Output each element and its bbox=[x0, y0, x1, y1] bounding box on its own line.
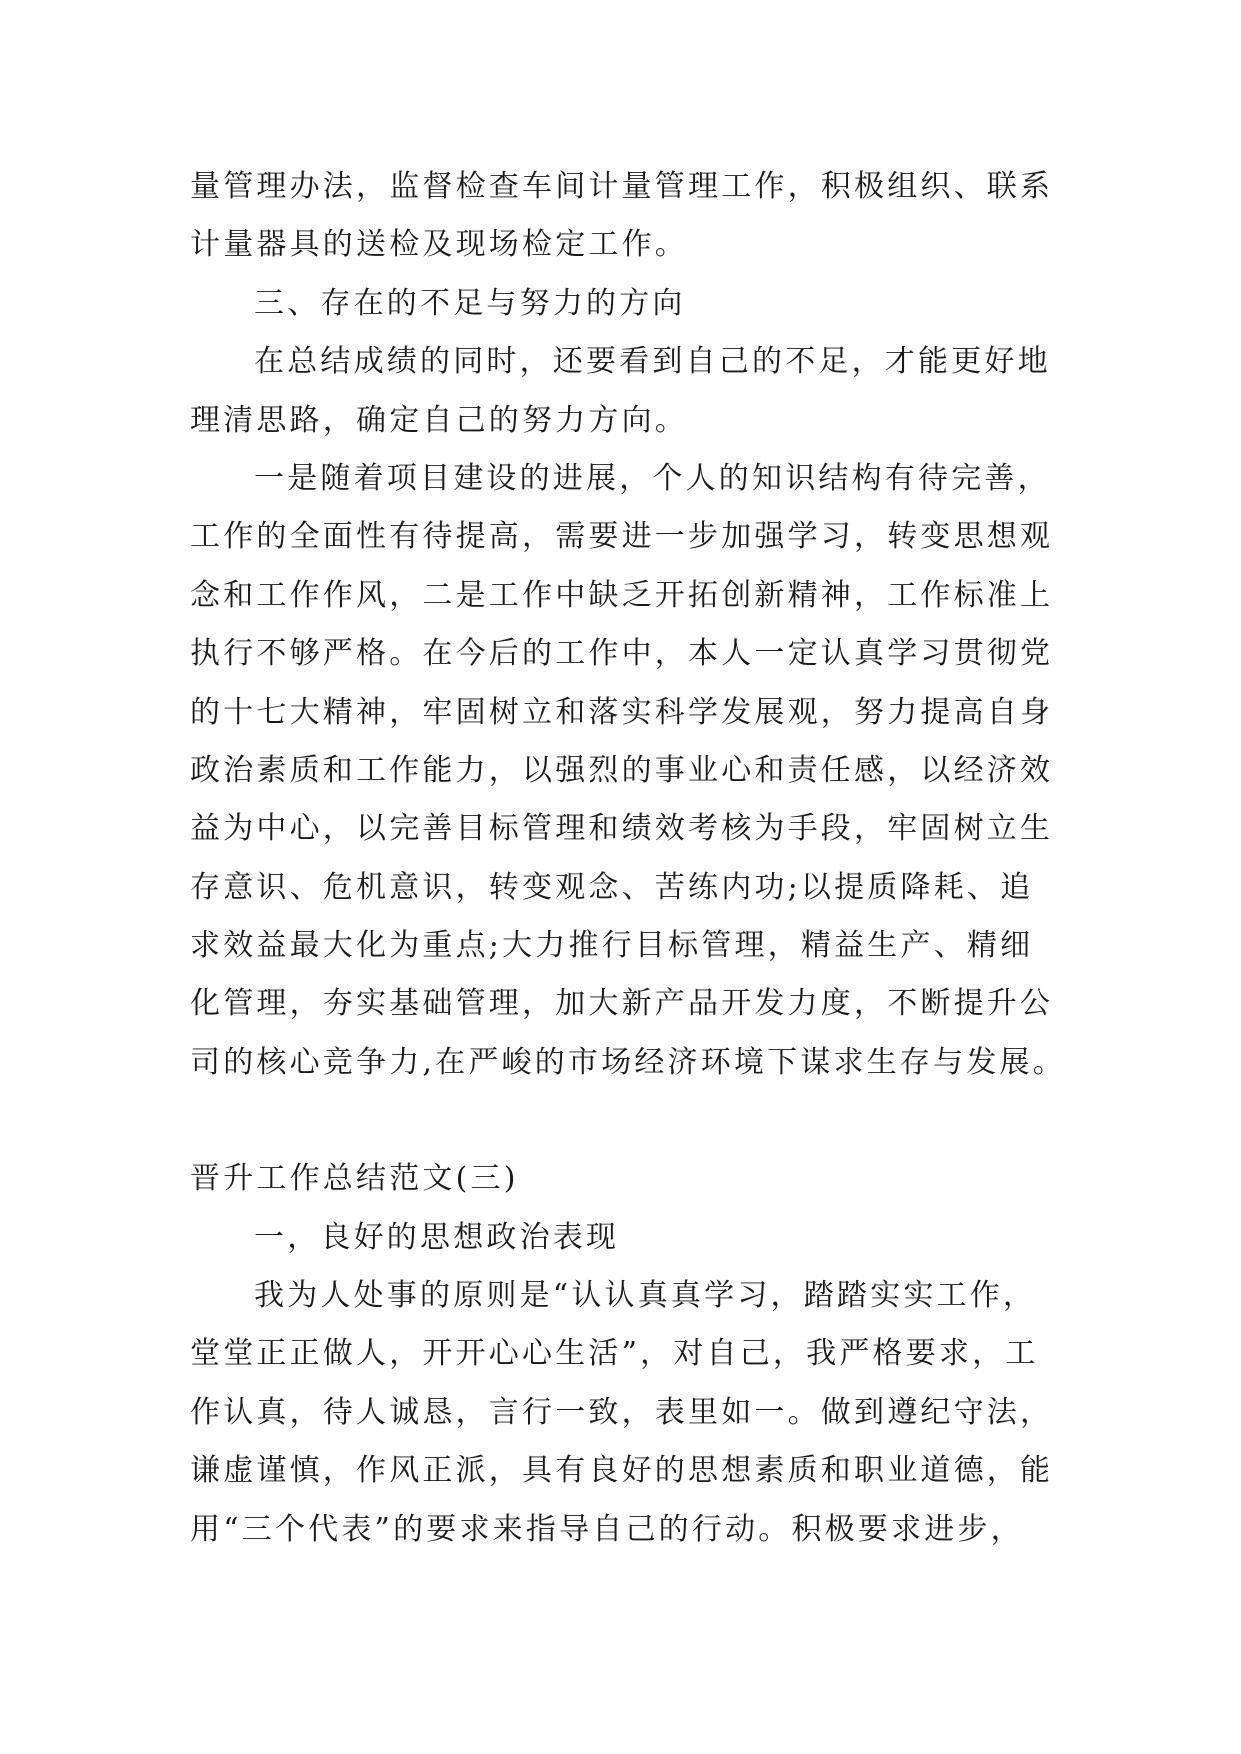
text-line: 一是随着项目建设的进展，个人的知识结构有待完善， bbox=[254, 460, 1051, 496]
document-body bbox=[190, 158, 1066, 1559]
text-line: 工作的全面性有待提高，需要进一步加强学习，转变思想观 bbox=[190, 519, 1054, 555]
text-line: 堂堂正正做人，开开心心生活”，对自己，我严格要求，工 bbox=[190, 1336, 1039, 1372]
text-line: 念和工作作风，二是工作中缺乏开拓创新精神，工作标准上 bbox=[190, 577, 1054, 613]
text-line: 作认真，待人诚恳，言行一致，表里如一。做到遵纪守法， bbox=[190, 1394, 1054, 1430]
text-line: 求效益最大化为重点;大力推行目标管理，精益生产、精细 bbox=[190, 928, 1034, 964]
text-line: 计量器具的送检及现场检定工作。 bbox=[190, 227, 688, 263]
text-line: 益为中心，以完善目标管理和绩效考核为手段，牢固树立生 bbox=[190, 811, 1054, 847]
section-heading: 一，良好的思想政治表现 bbox=[254, 1219, 620, 1255]
text-line: 用“三个代表”的要求来指导自己的行动。积极要求进步， bbox=[190, 1511, 1024, 1547]
text-line: 理清思路，确定自己的努力方向。 bbox=[190, 402, 688, 438]
text-line: 政治素质和工作能力，以强烈的事业心和责任感，以经济效 bbox=[190, 752, 1054, 788]
text-line: 执行不够严格。在今后的工作中，本人一定认真学习贯彻党 bbox=[190, 636, 1054, 672]
text-line: 我为人处事的原则是“认认真真学习，踏踏实实工作， bbox=[254, 1278, 1037, 1314]
article-title: 晋升工作总结范文(三) bbox=[190, 1161, 519, 1197]
text-line: 的十七大精神，牢固树立和落实科学发展观，努力提高自身 bbox=[190, 694, 1054, 730]
text-line: 量管理办法，监督检查车间计量管理工作，积极组织、联系 bbox=[190, 169, 1054, 204]
text-line: 谦虚谨慎，作风正派，具有良好的思想素质和职业道德，能 bbox=[190, 1453, 1054, 1489]
text-line: 化管理，夯实基础管理，加大新产品开发力度，不断提升公 bbox=[190, 986, 1054, 1022]
text-line: 在总结成绩的同时，还要看到自己的不足，才能更好地 bbox=[254, 344, 1051, 380]
text-line: 存意识、危机意识，转变观念、苦练内功;以提质降耗、追 bbox=[190, 869, 1034, 905]
section-heading: 三、存在的不足与努力的方向 bbox=[254, 285, 686, 321]
text-line: 司的核心竞争力,在严峻的市场经济环境下谋求生存与发展。 bbox=[190, 1044, 1066, 1080]
